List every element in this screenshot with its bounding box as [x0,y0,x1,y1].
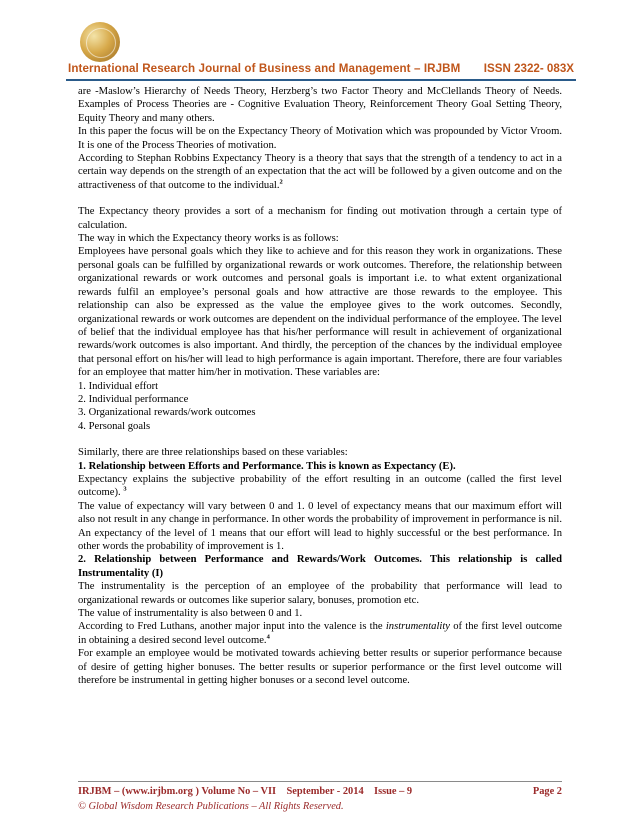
list-item: 4. Personal goals [78,420,151,432]
page-footer [78,781,562,812]
list-item: 2. Individual performance [78,393,189,405]
list-item: 1. Individual effort [78,380,159,392]
section-heading: 2. Relationship between Performance and Rewards/Work Outcomes. This relationship is called Instrumentality (I) [78,554,562,579]
journal-title: International Research Journal of Business and Management – IRJBM [68,62,461,75]
paragraph: Expectancy explains the subjective probability of the effort resulting in an outcome (called the first level outcome). $^3$ [78,473,562,499]
paragraph: The value of expectancy will vary between 0 and 1. 0 level of expectancy means that our maximum effort will also not result in any change in performance. In other words the probability of improvement in performance is nil. An expectancy of the level of 1 means that our effort will lead to highly successful or the best performance. In other words the probability of improvement is 1. [78,500,562,552]
footnote-ref: 2 [279,178,283,186]
paragraph: In this paper the focus will be on the Expectancy Theory of Motivation which was propounded by Victor Vroom. It is one of the Process Theories of motivation. [78,126,562,151]
emphasis: instrumentality [385,621,450,633]
footer-copyright: © Global Wisdom Research Publications – All Rights Reserved. [78,801,344,812]
header-rule [66,79,576,81]
paragraph: The instrumentality is the perception of an employee of the probability that performance will lead to organizational rewards or outcomes like superior salary, bonuses, promotion etc. [78,581,562,606]
page-header [66,22,576,84]
paragraph: Similarly, there are three relationships based on these variables: [78,447,348,459]
paragraph: The Expectancy theory provides a sort of a mechanism for finding out motivation through a certain type of calculation. [78,206,562,231]
paragraph: The value of instrumentality is also between 0 and 1. [78,608,303,620]
section-heading: 1. Relationship between Efforts and Performance. This is known as Expectancy (E). [78,460,456,472]
issn-number: ISSN 2322- 083X [483,62,574,75]
paragraph: According to Stephan Robbins Expectancy Theory is a theory that says that the strength of a tendency to act in a certain way depends on the strength of an expectation that the act will be followed by a given outcome and on the attractiveness of that outcome to the individual.$^2$ [78,153,562,191]
page-number: Page 2 [532,786,562,797]
footnote-ref: 4 [266,633,270,641]
journal-logo-globe-icon [80,22,120,62]
paragraph: For example an employee would be motivated towards achieving better results or superior performance because of desire of getting higher bonuses. The better results or superior performance or the first level outcome will therefore be instrumental in getting higher bonuses or a second level outcome. [78,648,562,687]
list-item: 3. Organizational rewards/work outcomes [78,407,256,419]
paragraph: Employees have personal goals which they like to achieve and for this reason they work in organizations. These personal goals can be fulfilled by organizational rewards or work outcomes. Therefore, the relationship between organizational rewards or work outcomes and personal goals is important i.e. to what extent organizational rewards fulfil an employee’s personal goals and how attractive are those rewards to the employee. This relationship can also be expressed as the value the employee gives to the work outcomes. Secondly, organizational rewards or work outcomes are dependent on the individual performance of the employee. The level of belief that the individual employee has that his/her performance will result in achievement of organizational rewards/work outcomes is also important. And thirdly, the perception of the chances by the individual employee that personal effort on his/her will lead to high performance is again important. Therefore, there are four variables for an employee that matter him/her in motivation. These variables are: [78,246,562,379]
paragraph: are -Maslow’s Hierarchy of Needs Theory, Herzberg’s two Factor Theory and McClellands Theory of Needs. Examples of Process Theories are - Cognitive Evaluation Theory, Reinforcement Theory Goal Setting Theory, Equity Theory and many others. [78,86,562,124]
footnote-ref: 3 [123,485,127,493]
paragraph: The way in which the Expectancy theory works is as follows: [78,233,339,245]
paragraph: According to Fred Luthans, another major input into the valence is the instrumentality of the first level outcome in obtaining a desired second level outcome.$^4$ [78,621,563,646]
footer-journal-info: IRJBM – (www.irjbm.org ) Volume No – VII September - 2014 Issue – 9 [78,786,413,797]
article-body [78,85,562,687]
